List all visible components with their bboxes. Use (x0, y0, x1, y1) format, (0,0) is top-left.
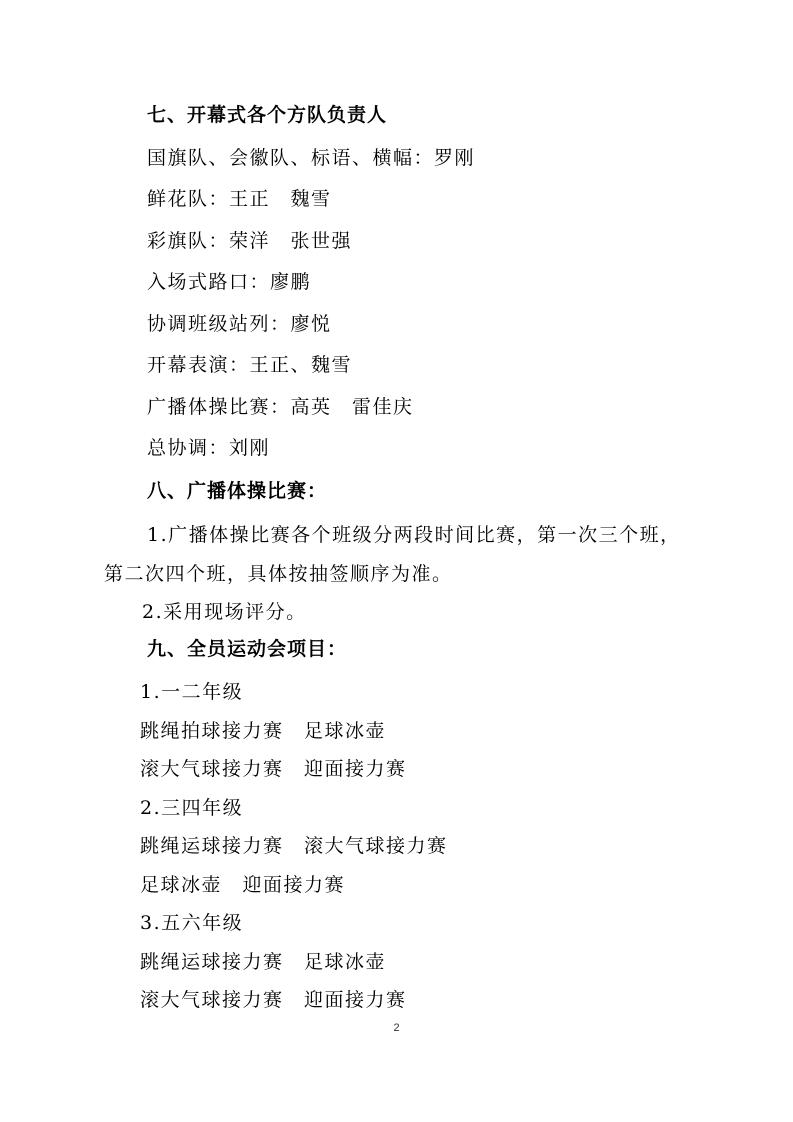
section-7-item-class-coordination: 协调班级站列：廖悦 (147, 313, 332, 335)
section-8-paragraph-1-line-1: 1.广播体操比赛各个班级分两段时间比赛，第一次三个班， (147, 524, 681, 546)
group-event-line: 跳绳拍球接力赛 足球冰壶 (140, 720, 387, 742)
section-9-heading: 九、全员运动会项目： (147, 638, 348, 660)
group-title: 2.三四年级 (140, 797, 244, 819)
group-title: 1.一二年级 (140, 681, 244, 703)
section-7-item-opening-performance: 开幕表演：王正、魏雪 (147, 354, 353, 376)
section-7-item-general-coordination: 总协调：刘刚 (147, 437, 271, 459)
section-7-item-flower-team: 鲜花队：王正 魏雪 (147, 188, 332, 210)
group-event-line: 滚大气球接力赛 迎面接力赛 (140, 758, 407, 780)
section-7-item-flag-team: 国旗队、会徽队、标语、横幅：罗刚 (147, 147, 476, 169)
group-event-line: 跳绳运球接力赛 足球冰壶 (140, 951, 387, 973)
group-event-line: 滚大气球接力赛 迎面接力赛 (140, 989, 407, 1011)
section-8-paragraph-1-line-2: 第二次四个班，具体按抽签顺序为准。 (104, 563, 453, 585)
section-8-paragraph-2: 2.采用现场评分。 (142, 601, 307, 623)
section-7-heading: 七、开幕式各个方队负责人 (147, 104, 388, 126)
section-7-item-broadcast-exercise: 广播体操比赛：高英 雷佳庆 (147, 396, 414, 418)
page-number: 2 (393, 1022, 400, 1034)
group-event-line: 足球冰壶 迎面接力赛 (140, 874, 346, 896)
group-event-line: 跳绳运球接力赛 滚大气球接力赛 (140, 835, 448, 857)
section-8-heading: 八、广播体操比赛： (147, 480, 328, 502)
section-7-item-entrance: 入场式路口：廖鹏 (147, 271, 312, 293)
group-title: 3.五六年级 (140, 912, 244, 934)
section-7-item-color-flag-team: 彩旗队：荣洋 张世强 (147, 230, 353, 252)
